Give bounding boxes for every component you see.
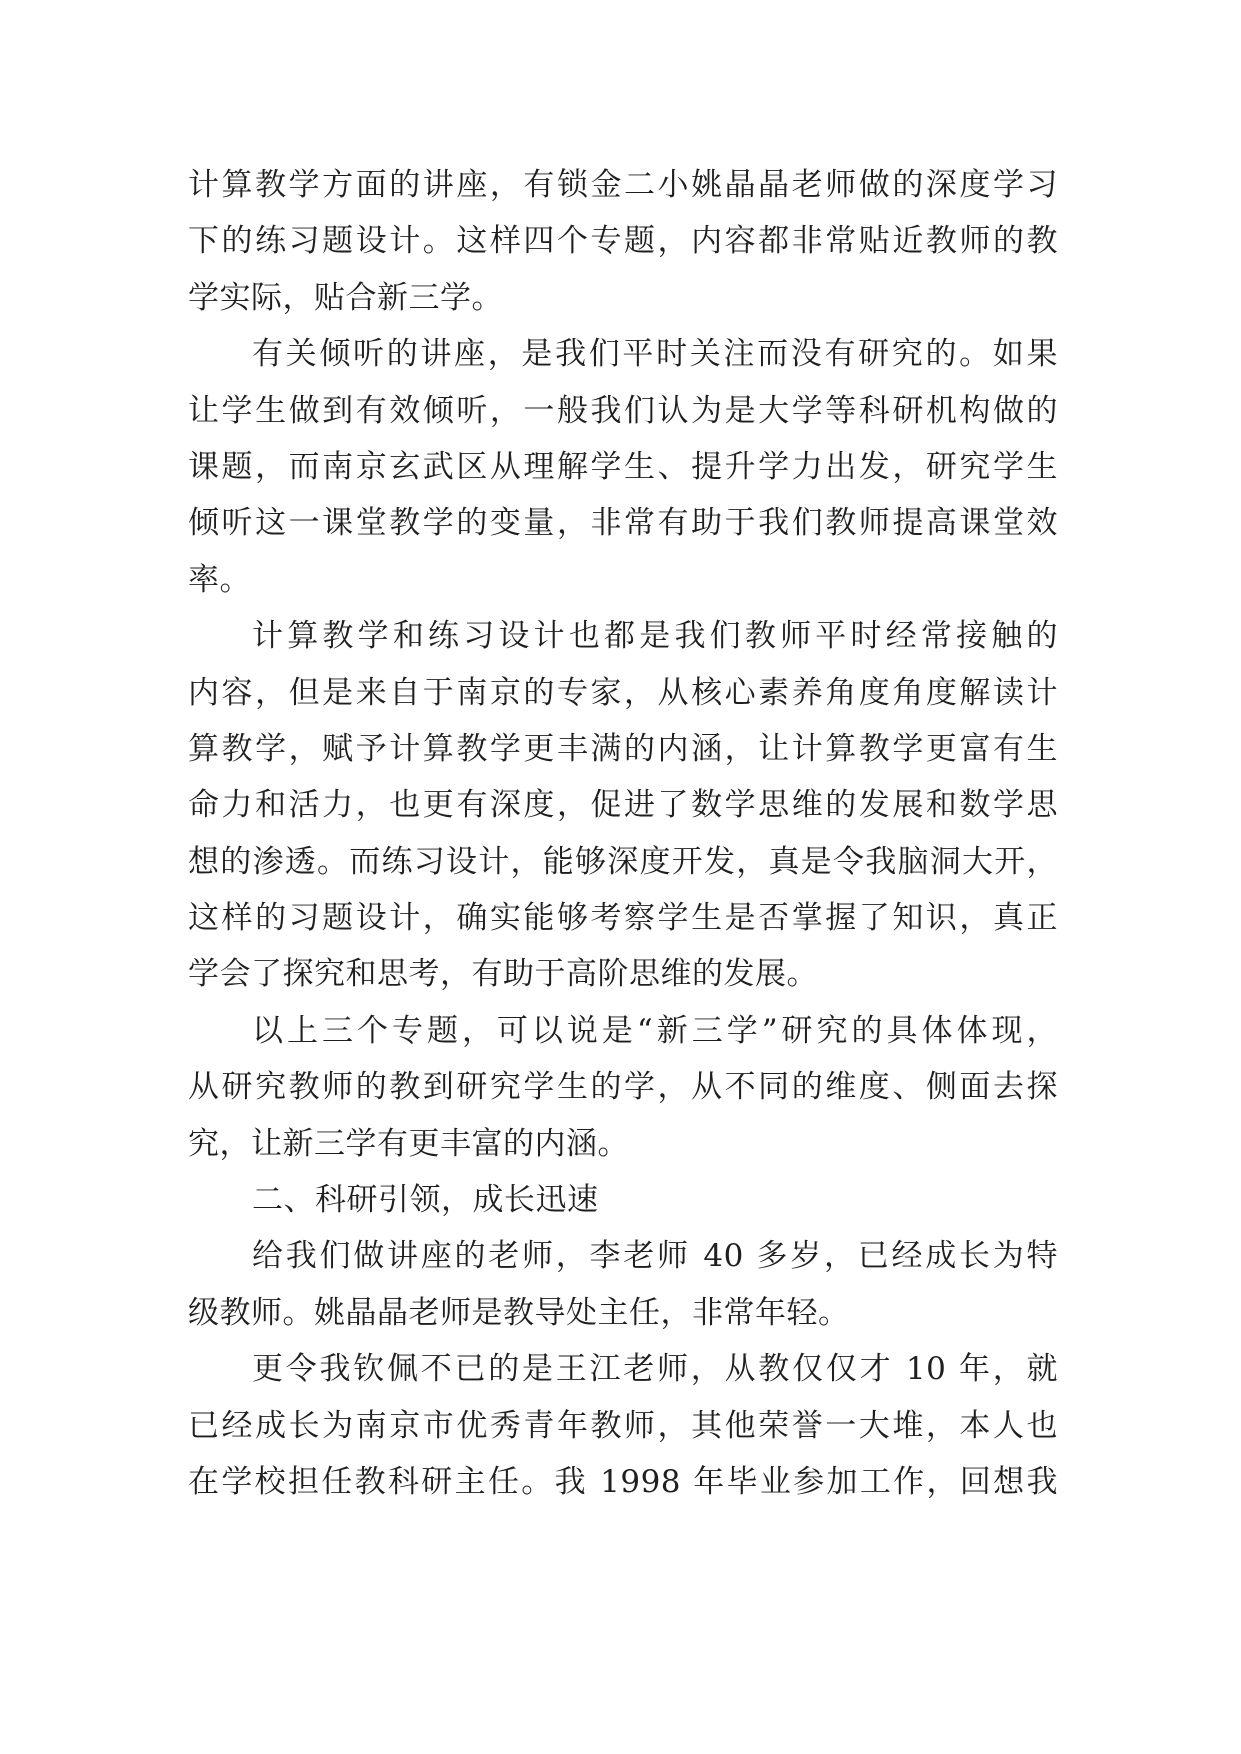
text-line: 已经成长为南京市优秀青年教师，其他荣誉一大堆，本人也 [188, 1407, 1058, 1444]
text-line: 内容，但是来自于南京的专家，从核心素养角度角度解读计 [188, 674, 1058, 711]
text-line: 在学校担任教科研主任。我 1998 年毕业参加工作，回想我 [188, 1463, 1058, 1500]
text-line: 这样的习题设计，确实能够考察学生是否掌握了知识，真正 [188, 900, 1058, 937]
text-line: 有关倾听的讲座，是我们平时关注而没有研究的。如果 [252, 336, 1058, 373]
text-line: 学会了探究和思考，有助于高阶思维的发展。 [188, 956, 818, 993]
text-line: 二、科研引领，成长迅速 [252, 1182, 599, 1219]
text-line: 让学生做到有效倾听，一般我们认为是大学等科研机构做的 [188, 392, 1058, 429]
text-line: 级教师。姚晶晶老师是教导处主任，非常年轻。 [188, 1294, 850, 1331]
text-line: 以上三个专题，可以说是“新三学”研究的具体体现， [252, 1012, 1058, 1049]
text-line: 课题，而南京玄武区从理解学生、提升学力出发，研究学生 [188, 448, 1058, 485]
text-line: 命力和活力，也更有深度，促进了数学思维的发展和数学思 [188, 787, 1058, 824]
text-line: 究，让新三学有更丰富的内涵。 [188, 1125, 629, 1162]
document-body [188, 157, 1058, 1510]
text-line: 学实际，贴合新三学。 [188, 279, 503, 316]
text-line: 倾听这一课堂教学的变量，非常有助于我们教师提高课堂效 [188, 505, 1058, 542]
text-line: 从研究教师的教到研究学生的学，从不同的维度、侧面去探 [188, 1069, 1058, 1106]
text-line: 算教学，赋予计算教学更丰满的内涵，让计算教学更富有生 [188, 730, 1058, 767]
text-line: 计算教学方面的讲座，有锁金二小姚晶晶老师做的深度学习 [188, 167, 1058, 203]
text-line: 更令我钦佩不已的是王江老师，从教仅仅才 10 年，就 [252, 1351, 1058, 1388]
text-line: 给我们做讲座的老师，李老师 40 多岁，已经成长为特 [252, 1238, 1058, 1275]
text-line: 率。 [188, 561, 251, 598]
text-line: 下的练习题设计。这样四个专题，内容都非常贴近教师的教 [188, 223, 1058, 260]
text-line: 计算教学和练习设计也都是我们教师平时经常接触的 [252, 618, 1058, 655]
text-line: 想的渗透。而练习设计，能够深度开发，真是令我脑洞大开， [188, 843, 1058, 880]
